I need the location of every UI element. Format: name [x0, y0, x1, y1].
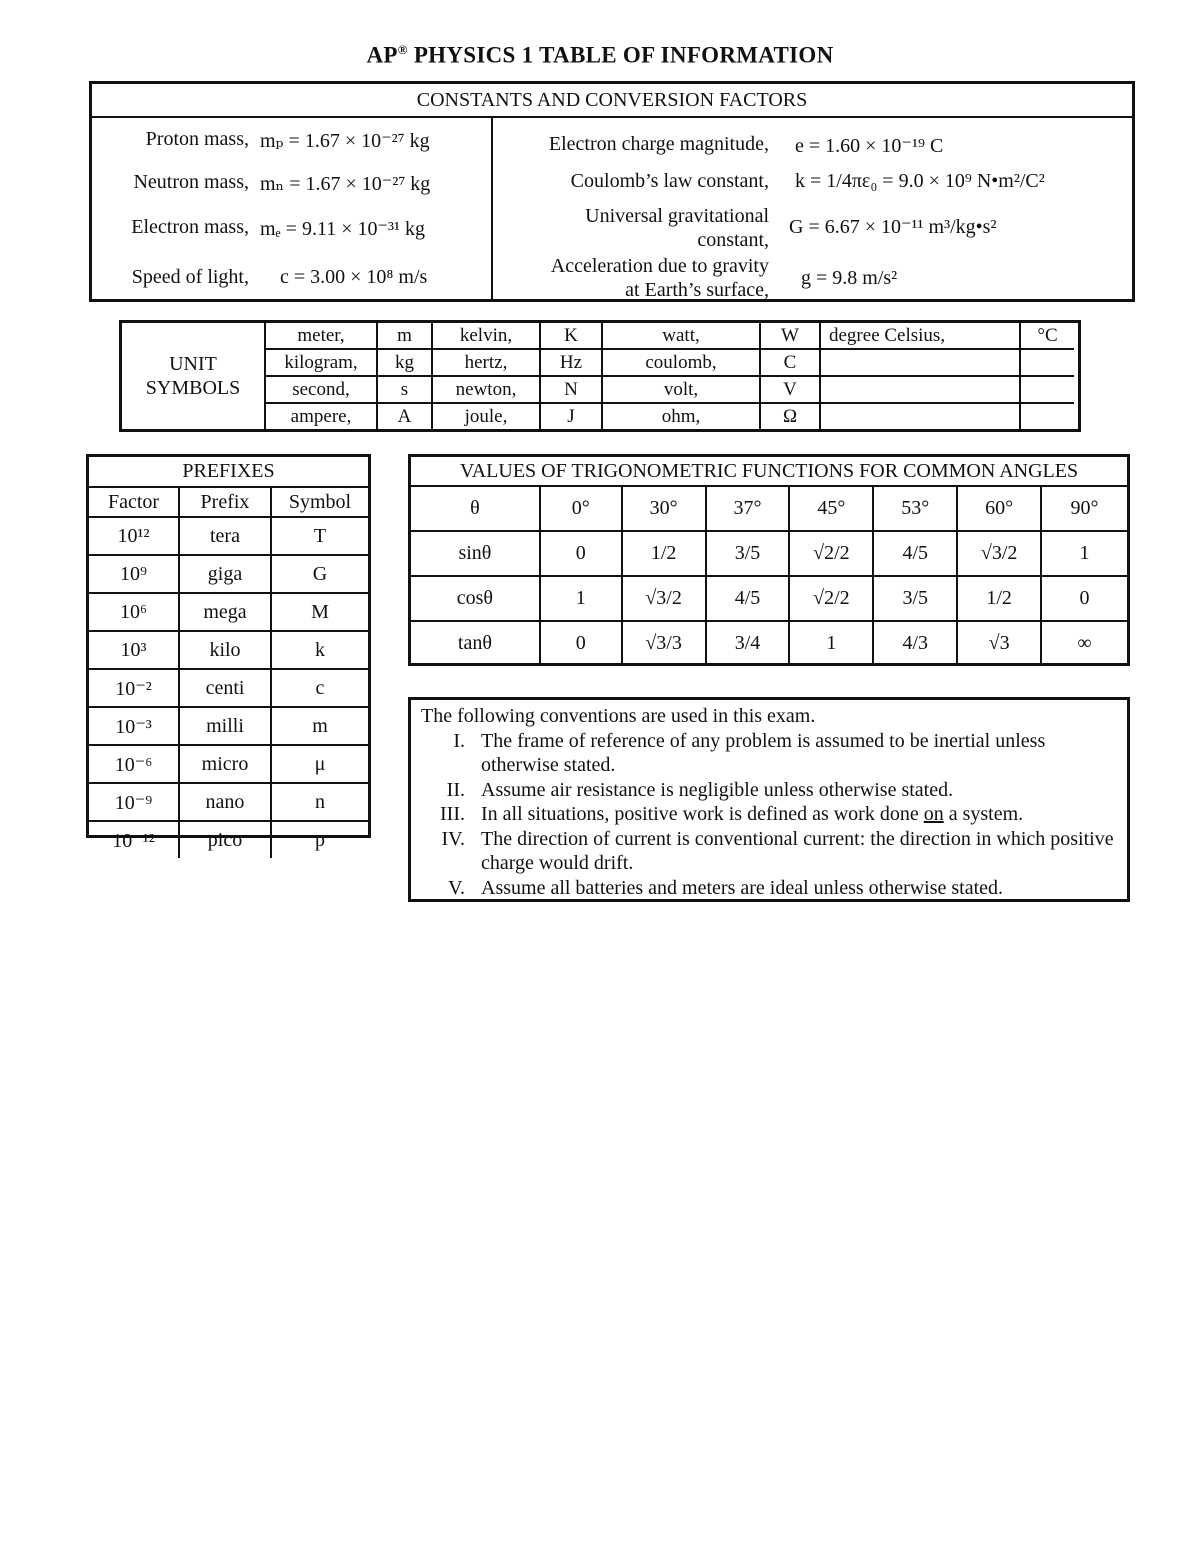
prefix-factor: 10⁶ [89, 593, 179, 631]
unit-symbols-table [264, 323, 1074, 429]
prefix-symbol: μ [271, 745, 368, 783]
unit-symbol [1020, 376, 1074, 403]
constant-expr: e = 1.60 × 10⁻¹⁹ C [795, 135, 944, 157]
prefix-symbol: T [271, 517, 368, 555]
unit-symbol: C [760, 349, 820, 376]
unit-symbol: kg [377, 349, 432, 376]
trig-value: 4/5 [873, 531, 957, 576]
prefix-factor: 10³ [89, 631, 179, 669]
convention-text: The frame of reference of any problem is assumed to be inertial unless otherwise stated. [481, 729, 1046, 776]
prefix-symbol: k [271, 631, 368, 669]
unit-name: joule, [432, 403, 540, 429]
convention-text: Assume all batteries and meters are ideal unless otherwise stated. [481, 876, 1004, 899]
trig-table [411, 457, 1127, 665]
trig-row-label: θ [411, 486, 540, 531]
convention-underlined-word: on [923, 803, 944, 825]
prefix-name: pico [179, 821, 271, 858]
trig-value: 45° [789, 486, 873, 531]
prefix-name: centi [179, 669, 271, 707]
unit-name: kelvin, [432, 323, 540, 349]
trig-value: √2/2 [789, 576, 873, 621]
unit-symbol: K [540, 323, 602, 349]
prefix-row [89, 555, 368, 593]
constant-label: Universal gravitational [585, 205, 769, 227]
trig-values-box [408, 454, 1130, 666]
prefix-row [89, 517, 368, 555]
trig-value: 90° [1041, 486, 1127, 531]
constant-label: Electron mass, [131, 216, 249, 238]
trig-value: 0° [540, 486, 622, 531]
unit-symbol: J [540, 403, 602, 429]
prefix-symbol: c [271, 669, 368, 707]
constant-expr: mₙ = 1.67 × 10⁻²⁷ kg [260, 173, 431, 195]
convention-item [421, 827, 1127, 876]
prefix-row [89, 631, 368, 669]
col-factor: Factor [89, 487, 179, 517]
trig-value: √3/2 [957, 531, 1041, 576]
registered-mark: ® [397, 42, 408, 57]
convention-item [421, 802, 1127, 827]
trig-value: 1 [540, 576, 622, 621]
trig-value: √3/3 [622, 621, 706, 665]
constants-box [89, 81, 1135, 302]
prefix-row [89, 745, 368, 783]
prefix-factor: 10¹² [89, 517, 179, 555]
trig-value: 0 [1041, 576, 1127, 621]
unit-name: meter, [265, 323, 377, 349]
prefix-factor: 10⁻³ [89, 707, 179, 745]
constant-expr: mₚ = 1.67 × 10⁻²⁷ kg [260, 130, 430, 152]
convention-text: Assume air resistance is negligible unless otherwise stated. [481, 778, 954, 801]
prefix-factor: 10⁻¹² [89, 821, 179, 858]
trig-value: 1 [1041, 531, 1127, 576]
prefix-name: nano [179, 783, 271, 821]
trig-function-row [411, 576, 1127, 621]
unit-name [820, 349, 1020, 376]
unit-name [820, 403, 1020, 429]
title-rest: PHYSICS 1 TABLE OF INFORMATION [407, 42, 834, 68]
unit-name: degree Celsius, [820, 323, 1020, 349]
unit-symbol: Hz [540, 349, 602, 376]
unit-symbol: N [540, 376, 602, 403]
constant-expr: G = 6.67 × 10⁻¹¹ m³/kg•s² [789, 216, 997, 238]
trig-function-row [411, 621, 1127, 665]
unit-symbol: m [377, 323, 432, 349]
trig-value: 3/5 [873, 576, 957, 621]
prefix-row [89, 593, 368, 631]
prefix-name: tera [179, 517, 271, 555]
constant-label: at Earth’s surface, [625, 279, 769, 301]
unit-symbol [1020, 403, 1074, 429]
constant-label: Speed of light, [131, 266, 249, 288]
constant-expr: mₑ = 9.11 × 10⁻³¹ kg [260, 218, 426, 240]
unit-symbol [1020, 349, 1074, 376]
trig-value: 0 [540, 621, 622, 665]
unit-symbols-label [122, 323, 266, 429]
convention-number: IV. [441, 827, 465, 850]
unit-name: kilogram, [265, 349, 377, 376]
constant-gravitational [493, 204, 1133, 254]
prefix-name: milli [179, 707, 271, 745]
constants-heading: CONSTANTS AND CONVERSION FACTORS [92, 84, 1132, 118]
prefix-symbol: p [271, 821, 368, 858]
convention-text: In all situations, positive work is defined as work done [481, 803, 924, 825]
prefix-name: mega [179, 593, 271, 631]
constant-label: Proton mass, [145, 128, 249, 150]
trig-row-label: sinθ [411, 531, 540, 576]
convention-number: II. [446, 778, 465, 801]
trig-value: 53° [873, 486, 957, 531]
convention-number: III. [440, 803, 465, 825]
prefix-symbol: m [271, 707, 368, 745]
unit-name: ohm, [602, 403, 760, 429]
prefix-factor: 10⁻² [89, 669, 179, 707]
prefixes-heading: PREFIXES [89, 457, 368, 487]
trig-heading: VALUES OF TRIGONOMETRIC FUNCTIONS FOR COMMON ANGLES [411, 457, 1127, 486]
trig-value: 4/5 [706, 576, 790, 621]
prefix-symbol: M [271, 593, 368, 631]
unit-name: watt, [602, 323, 760, 349]
prefix-factor: 10⁹ [89, 555, 179, 593]
unit-name [820, 376, 1020, 403]
prefix-factor: 10⁻⁹ [89, 783, 179, 821]
trig-value: 37° [706, 486, 790, 531]
trig-function-row [411, 531, 1127, 576]
constant-label: Electron charge magnitude, [548, 133, 769, 155]
unit-symbol: s [377, 376, 432, 403]
prefix-row [89, 783, 368, 821]
trig-value: 1 [789, 621, 873, 665]
prefix-row [89, 821, 368, 858]
constant-label: Coulomb’s law constant, [570, 170, 769, 192]
unit-symbol: V [760, 376, 820, 403]
page-title [0, 42, 1200, 69]
unit-name: volt, [602, 376, 760, 403]
convention-number: V. [448, 876, 465, 899]
conventions-box [408, 697, 1130, 902]
trig-row-label: tanθ [411, 621, 540, 665]
trig-value: 1/2 [957, 576, 1041, 621]
trig-angle-row [411, 486, 1127, 531]
prefix-name: micro [179, 745, 271, 783]
unit-name: hertz, [432, 349, 540, 376]
conventions-intro: The following conventions are used in this exam. [421, 705, 816, 727]
unit-row [265, 323, 1074, 349]
constant-label: Acceleration due to gravity [550, 255, 769, 277]
constant-expr: c = 3.00 × 10⁸ m/s [280, 266, 428, 288]
unit-row [265, 349, 1074, 376]
trig-value: 60° [957, 486, 1041, 531]
prefix-name: giga [179, 555, 271, 593]
unit-label-line: SYMBOLS [145, 377, 241, 399]
unit-row [265, 376, 1074, 403]
prefix-symbol: G [271, 555, 368, 593]
convention-item [421, 876, 1127, 901]
trig-value: 1/2 [622, 531, 706, 576]
unit-name: newton, [432, 376, 540, 403]
unit-label-line: UNIT [169, 353, 217, 375]
trig-value: ∞ [1041, 621, 1127, 665]
unit-symbol: °C [1020, 323, 1074, 349]
trig-value: √3 [957, 621, 1041, 665]
prefixes-table [89, 457, 368, 858]
trig-row-label: cosθ [411, 576, 540, 621]
trig-value: 3/4 [706, 621, 790, 665]
prefix-row [89, 669, 368, 707]
convention-number: I. [453, 729, 465, 752]
col-prefix: Prefix [179, 487, 271, 517]
prefix-name: kilo [179, 631, 271, 669]
trig-value: 4/3 [873, 621, 957, 665]
constant-label: Neutron mass, [133, 171, 249, 193]
unit-symbol: Ω [760, 403, 820, 429]
convention-item [421, 778, 1127, 803]
constant-expr: k = 1/4πε₀ = 9.0 × 10⁹ N•m²/C² [795, 170, 1045, 192]
constant-gravity-accel [493, 254, 1133, 304]
constant-expr: g = 9.8 m/s² [801, 267, 898, 289]
trig-value: √3/2 [622, 576, 706, 621]
prefix-symbol: n [271, 783, 368, 821]
prefix-factor: 10⁻⁶ [89, 745, 179, 783]
prefixes-box [86, 454, 371, 852]
constant-label: constant, [697, 229, 769, 251]
convention-text: a system. [943, 803, 1024, 825]
col-symbol: Symbol [271, 487, 368, 517]
convention-item [421, 729, 1127, 778]
unit-symbols-box [119, 320, 1081, 432]
trig-value: 3/5 [706, 531, 790, 576]
convention-text: The direction of current is conventional current: the direction in which positive charge would drift. [481, 827, 1114, 874]
unit-row [265, 403, 1074, 429]
trig-value: √2/2 [789, 531, 873, 576]
prefix-row [89, 707, 368, 745]
unit-name: coulomb, [602, 349, 760, 376]
trig-value: 30° [622, 486, 706, 531]
unit-symbol: A [377, 403, 432, 429]
trig-value: 0 [540, 531, 622, 576]
unit-symbol: W [760, 323, 820, 349]
title-ap: AP [366, 42, 398, 68]
unit-name: ampere, [265, 403, 377, 429]
unit-name: second, [265, 376, 377, 403]
